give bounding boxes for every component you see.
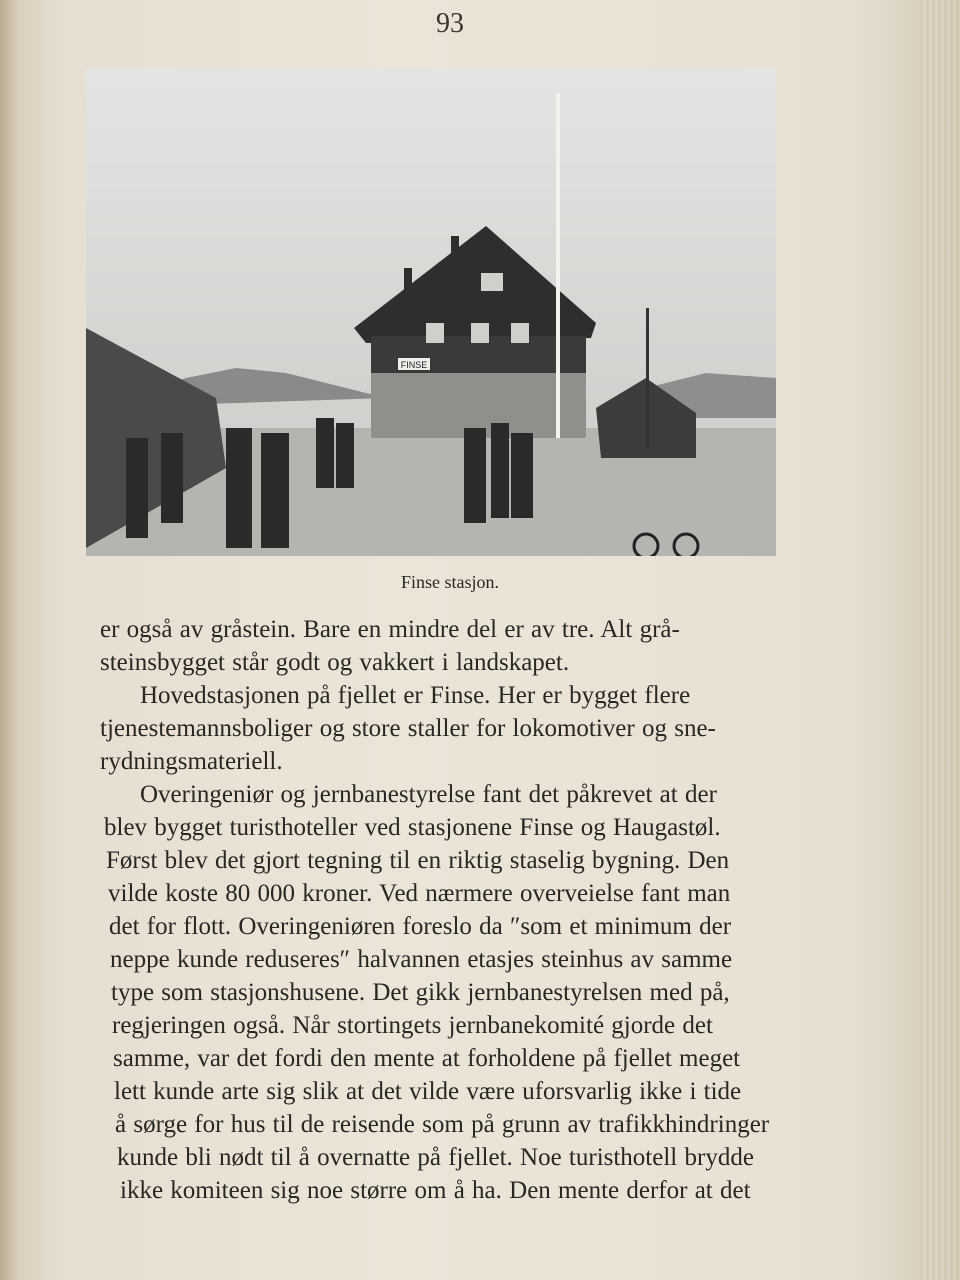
- text-line: vilde koste 80 000 kroner. Ved nærmere overveielse fant man: [108, 880, 731, 907]
- text-line: samme, var det fordi den mente at forholdene på fjellet meget: [113, 1045, 741, 1072]
- text-line: blev bygget turisthoteller ved stasjonene Finse og Haugastøl.: [104, 814, 721, 841]
- text-line: er også av gråstein. Bare en mindre del er av tre. Alt grå-: [100, 616, 680, 643]
- text-line: Hovedstasjonen på fjellet er Finse. Her er bygget flere: [140, 682, 691, 709]
- text-line: å sørge for hus til de reisende som på grunn av trafikkhindringer: [115, 1111, 770, 1138]
- text-line: Overingeniør og jernbanestyrelse fant det påkrevet at der: [140, 781, 717, 808]
- text-line: rydningsmateriell.: [100, 748, 283, 775]
- text-line: steinsbygget står godt og vakkert i landskapet.: [100, 649, 570, 676]
- photo-caption: Finse stasjon.: [400, 572, 499, 592]
- text-line: regjeringen også. Når stortingets jernbanekomité gjorde det: [112, 1012, 713, 1039]
- text-line: kunde bli nødt til å overnatte på fjellet. Noe turisthotell brydde: [117, 1144, 754, 1171]
- station-sign: FINSE: [400, 360, 428, 370]
- text-line: neppe kunde reduseres″ halvannen etasjes steinhus av samme: [110, 946, 733, 973]
- station-photograph: [86, 68, 776, 556]
- text-line: lett kunde arte sig slik at det vilde være uforsvarlig ikke i tide: [114, 1078, 742, 1105]
- page-edges: [920, 0, 960, 1280]
- text-line: type som stasjonshusene. Det gikk jernbanestyrelsen med på,: [111, 979, 730, 1006]
- text-line: ikke komiteen sig noe større om å ha. Den mente derfor at det: [120, 1177, 751, 1204]
- text-line: det for flott. Overingeniøren foreslo da ″som et minimum der: [109, 913, 732, 940]
- text-line: tjenestemannsboliger og store staller for lokomotiver og sne-: [100, 715, 716, 742]
- text-line: Først blev det gjort tegning til en riktig staselig bygning. Den: [106, 847, 730, 874]
- page-number: 93: [436, 8, 464, 39]
